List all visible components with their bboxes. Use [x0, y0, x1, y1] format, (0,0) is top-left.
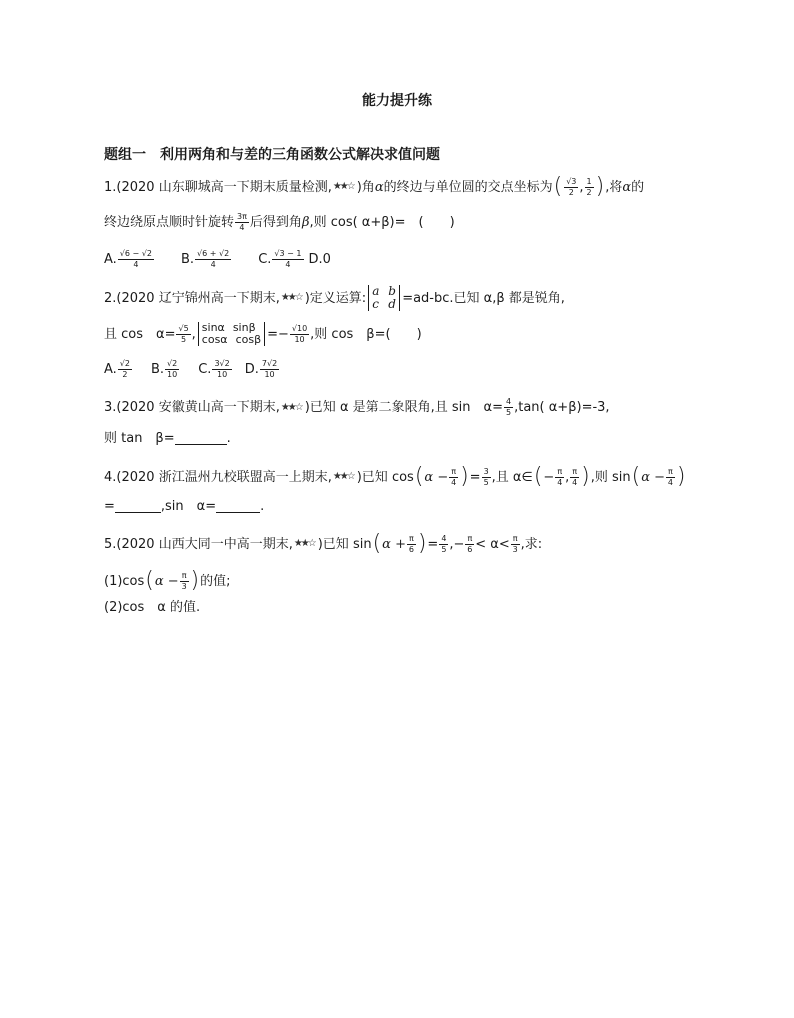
difficulty-stars-icon: ★★☆	[280, 292, 302, 304]
question-3-line-2: 则 tan β= .	[104, 431, 231, 446]
option-a[interactable]: A. $\frac{√6 - √2}{4}$	[104, 249, 152, 269]
question-2-line-2: 且 cos α= $\frac{√5}{5}$ , sinα sinβ cosα cosβ =− $\frac{√10}{10}$ ,则 cos β=( )	[104, 321, 422, 347]
fraction: $\frac{\pi}{4}$	[572, 466, 578, 487]
fraction: $\frac{\pi}{3}$	[512, 533, 518, 554]
difficulty-stars-icon: ★★☆	[280, 401, 302, 413]
question-2-line-1: 2.(2020 辽宁锦州高一下期末, ★★☆ )定义运算: a b c d =ad-bc.已知 α,β 都是锐角,	[104, 284, 565, 312]
question-1-line-2: 终边绕原点顺时针旋转 $\frac{3\pi}{4}$ 后得到角 β ,则 cos( α+β)= ( )	[104, 212, 455, 232]
question-4-line-1: 4.(2020 浙江温州九校联盟高一上期末, ★★☆ )已知 cos ( α − $\frac{\pi}{4}$ ) = $\frac{3}{5}$ ,且 α∈ ( − $\frac{\pi}{4}$ , $\frac{\pi}{4}$ ) ,则 sin ( α − $\frac{\pi}{4}$ )	[104, 464, 686, 489]
difficulty-stars-icon: ★★☆	[293, 538, 315, 549]
fraction: $\frac{3\pi}{4}$	[237, 212, 247, 232]
question-1-options	[104, 250, 357, 269]
question-5-part-2: (2)cos α 的值.	[104, 600, 201, 615]
fraction: $\frac{3}{5}$	[483, 466, 489, 487]
page-title: 能力提升练	[362, 93, 432, 109]
fraction: $\frac{\pi}{3}$	[181, 570, 187, 591]
fraction: $\frac{\pi}{6}$	[467, 533, 473, 554]
fraction: $\frac{4}{5}$	[441, 533, 447, 554]
question-1-line-1: 1.(2020 山东聊城高一下期末质量检测, ★★☆ )角 α 的终边与单位圆的交点坐标为 ( $\frac{√3}{2}$ , $\frac{1}{2}$ ) ,将 α 的	[104, 174, 645, 199]
section-heading: 题组一 利用两角和与差的三角函数公式解决求值问题	[104, 147, 440, 163]
question-5-part-1: (1)cos ( α − $\frac{\pi}{3}$ ) 的值;	[104, 568, 231, 593]
fraction: $\frac{√3}{2}$	[566, 176, 577, 197]
fraction: $\frac{\pi}{4}$	[667, 466, 673, 487]
fraction: $\frac{√10}{10}$	[291, 323, 308, 344]
question-2-options	[104, 360, 306, 379]
answer-blank[interactable]	[216, 501, 260, 513]
answer-blank[interactable]	[175, 433, 227, 445]
fraction: $\frac{\pi}{4}$	[557, 466, 563, 487]
determinant-value: sinα sinβ cosα cosβ	[198, 322, 265, 346]
question-3-line-1: 3.(2020 安徽黄山高一下期末, ★★☆ )已知 α 是第二象限角,且 sin α= $\frac{4}{5}$ ,tan( α+β)=-3,	[104, 397, 610, 417]
question-4-line-2: = ,sin α= .	[104, 499, 265, 514]
determinant-definition: a b c d	[368, 285, 400, 311]
option-b[interactable]: B. $\frac{√6 + √2}{4}$	[180, 249, 230, 269]
option-a[interactable]: A. $\frac{√2}{2}$	[104, 359, 130, 379]
option-d[interactable]: D.0	[308, 252, 331, 267]
option-d[interactable]: D. $\frac{7√2}{10}$	[244, 359, 278, 379]
fraction: $\frac{\pi}{6}$	[408, 533, 414, 554]
fraction: $\frac{\pi}{4}$	[451, 466, 457, 487]
answer-blank[interactable]	[115, 501, 161, 513]
fraction: $\frac{1}{2}$	[586, 176, 592, 197]
option-c[interactable]: C. $\frac{√3 - 1}{4}$	[258, 249, 302, 269]
question-5-line-1: 5.(2020 山西大同一中高一期末, ★★☆ )已知 sin ( α + $\frac{\pi}{6}$ ) = $\frac{4}{5}$ ,− $\frac{\pi}{6}$ < α< $\frac{\pi}{3}$ ,求:	[104, 531, 543, 556]
fraction: $\frac{4}{5}$	[506, 397, 512, 417]
difficulty-stars-icon: ★★☆	[332, 181, 354, 192]
option-b[interactable]: B. $\frac{√2}{10}$	[150, 359, 178, 379]
fraction: $\frac{√5}{5}$	[178, 323, 189, 344]
option-c[interactable]: C. $\frac{3√2}{10}$	[198, 359, 230, 379]
difficulty-stars-icon: ★★☆	[332, 471, 354, 482]
